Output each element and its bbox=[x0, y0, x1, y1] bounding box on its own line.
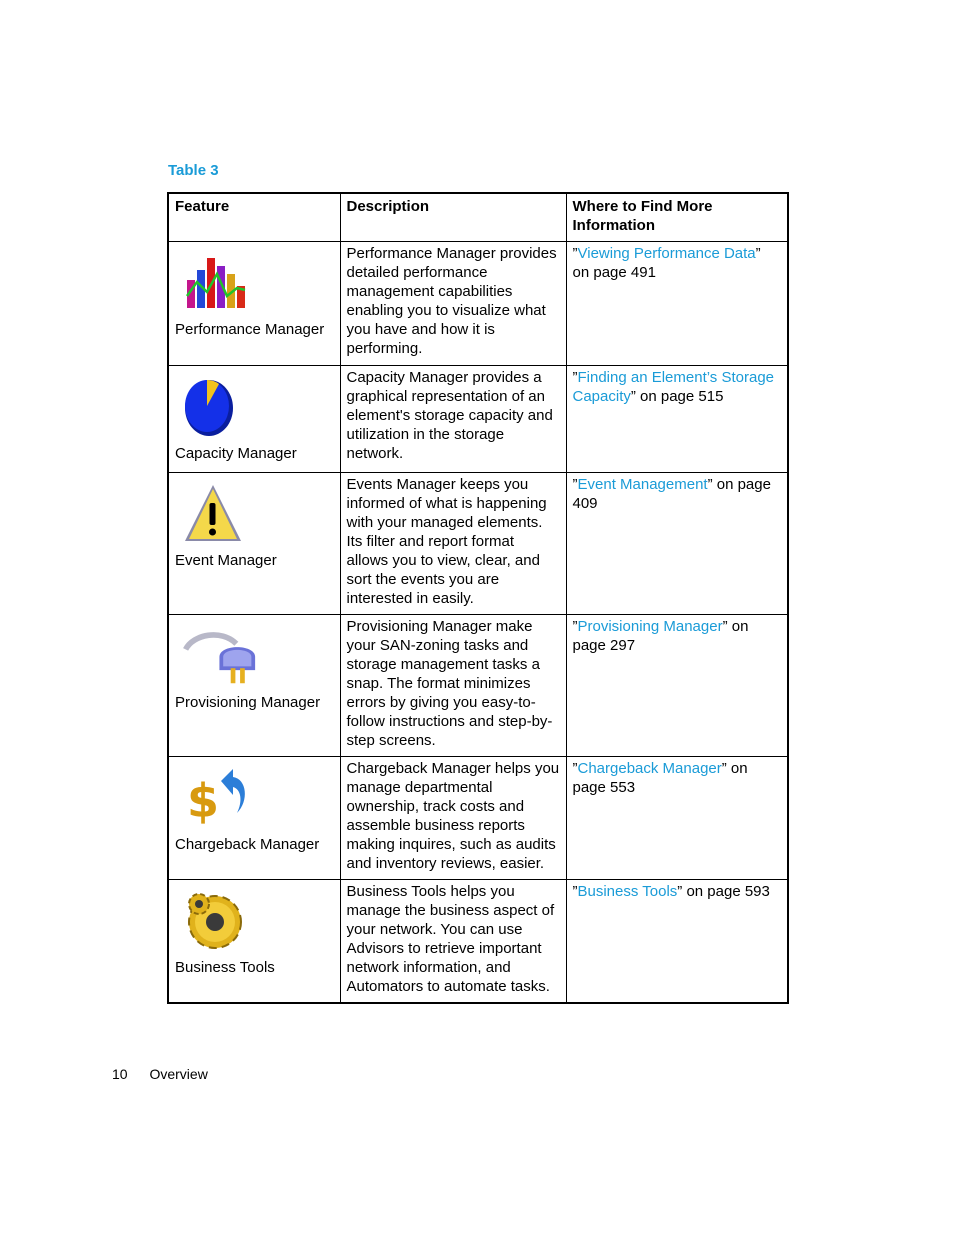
feature-name: Capacity Manager bbox=[175, 445, 297, 462]
plug-icon bbox=[181, 625, 271, 687]
table-row bbox=[168, 615, 788, 757]
description-cell: Capacity Manager provides a graphical representation of an element's storage capacity and utilization in the storage network. bbox=[340, 366, 566, 473]
table-row bbox=[168, 366, 788, 473]
feature-cell bbox=[168, 880, 340, 1003]
feature-cell bbox=[168, 757, 340, 880]
more-info-cell bbox=[566, 880, 788, 1003]
feature-name: Provisioning Manager bbox=[175, 694, 321, 711]
quote-open: ” bbox=[572, 760, 578, 777]
page-reference: ” on page 297 bbox=[572, 618, 749, 654]
warning-icon bbox=[185, 483, 251, 545]
table-header-row bbox=[168, 193, 788, 242]
description-cell: Events Manager keeps you informed of what is happening with your managed elements. Its filter and report format allows you to view, clear, and sort the events you are interested in easily. bbox=[340, 473, 566, 615]
column-header-more-info: Where to Find More Information bbox=[566, 193, 788, 242]
page-reference: ” on page 491 bbox=[572, 245, 761, 281]
cross-reference-link[interactable]: Business Tools bbox=[577, 883, 678, 900]
cross-reference-link[interactable]: Event Management bbox=[577, 476, 708, 493]
table-row bbox=[168, 880, 788, 1003]
svg-text:$: $ bbox=[187, 774, 220, 828]
description-cell: Provisioning Manager make your SAN-zoning tasks and storage management tasks a snap. The format minimizes errors by giving you easy-to-follow instructions and step-by-step screens. bbox=[340, 615, 566, 757]
quote-open: ” bbox=[572, 476, 578, 493]
section-name: Overview bbox=[149, 1066, 208, 1082]
table-row bbox=[168, 473, 788, 615]
table-row bbox=[168, 757, 788, 880]
column-header-feature: Feature bbox=[168, 193, 340, 242]
page-reference: ” on page 515 bbox=[630, 388, 724, 405]
more-info-cell bbox=[566, 473, 788, 615]
dollar-arrow-icon bbox=[185, 767, 251, 829]
quote-open: ” bbox=[572, 883, 578, 900]
feature-name: Performance Manager bbox=[175, 321, 325, 338]
performance-chart-icon bbox=[185, 252, 251, 314]
feature-cell bbox=[168, 473, 340, 615]
table-row bbox=[168, 242, 788, 366]
page-reference: ” on page 553 bbox=[572, 760, 748, 796]
description-cell: Chargeback Manager helps you manage departmental ownership, track costs and assemble business reports making inquires, such as audits and inventory reviews, easier. bbox=[340, 757, 566, 880]
description-cell: Performance Manager provides detailed performance management capabilities enabling you to visualize what you have and how it is performing. bbox=[340, 242, 566, 366]
page-reference: ” on page 409 bbox=[572, 476, 771, 512]
page-number: 10 bbox=[112, 1066, 128, 1082]
feature-name: Chargeback Manager bbox=[175, 836, 320, 853]
more-info-cell bbox=[566, 242, 788, 366]
feature-name: Event Manager bbox=[175, 552, 277, 569]
feature-cell bbox=[168, 242, 340, 366]
more-info-cell bbox=[566, 615, 788, 757]
feature-cell bbox=[168, 615, 340, 757]
quote-open: ” bbox=[572, 618, 578, 635]
column-header-description: Description bbox=[340, 193, 566, 242]
gears-icon bbox=[185, 890, 251, 952]
cross-reference-link[interactable]: Viewing Performance Data bbox=[577, 245, 756, 262]
feature-cell bbox=[168, 366, 340, 473]
quote-open: ” bbox=[572, 369, 578, 386]
cross-reference-link[interactable]: Chargeback Manager bbox=[577, 760, 722, 777]
quote-open: ” bbox=[572, 245, 578, 262]
features-table bbox=[167, 192, 789, 1004]
pie-chart-icon bbox=[185, 376, 251, 438]
description-cell: Business Tools helps you manage the business aspect of your network. You can use Advisors to retrieve important network information, and Automators to automate tasks. bbox=[340, 880, 566, 1003]
page-footer bbox=[112, 1066, 226, 1082]
table-caption: Table 3 bbox=[168, 162, 219, 179]
feature-name: Business Tools bbox=[175, 959, 275, 976]
more-info-cell bbox=[566, 757, 788, 880]
more-info-cell bbox=[566, 366, 788, 473]
cross-reference-link[interactable]: Provisioning Manager bbox=[577, 618, 723, 635]
cross-reference-link[interactable]: Finding an Element’s Storage Capacity bbox=[572, 369, 775, 405]
page-reference: ” on page 593 bbox=[677, 883, 770, 900]
